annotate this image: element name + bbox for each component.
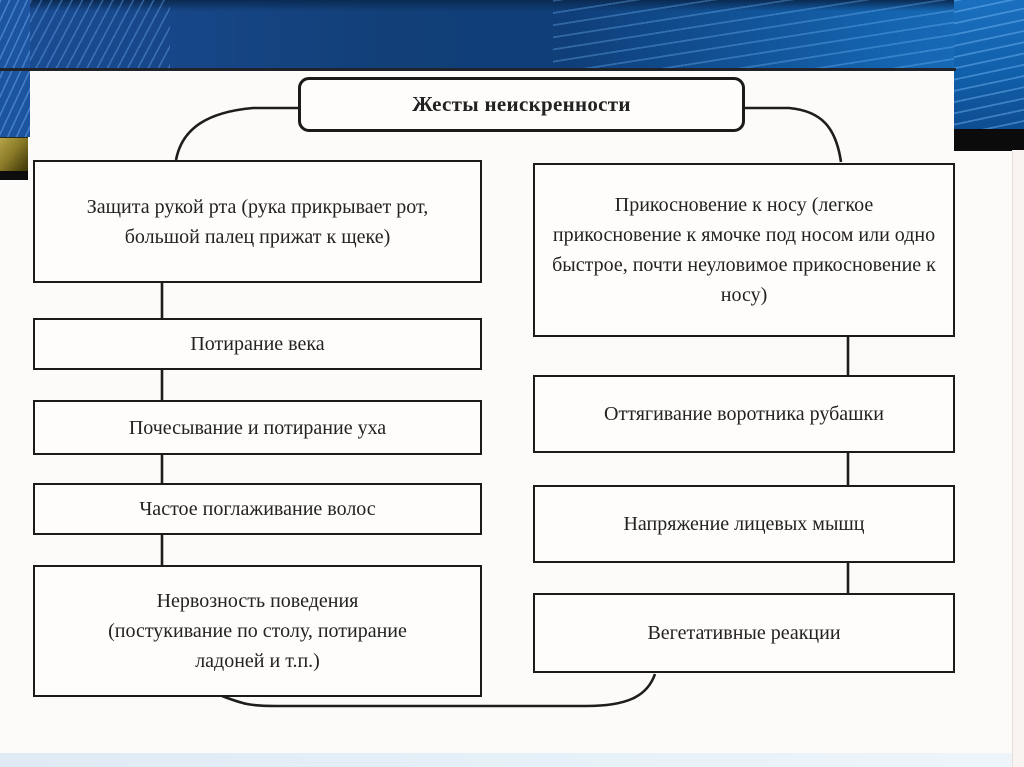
- connector-root-to-right-column: [745, 108, 841, 162]
- node-label: Жесты неискренности: [412, 91, 631, 116]
- diagram-node-right-3: [533, 485, 955, 563]
- diagram-node-left-3: [33, 400, 482, 455]
- connector-root-to-left-column: [176, 108, 298, 160]
- diagram-node-root: [298, 77, 745, 132]
- node-label: Напряжение лицевых мышц: [623, 513, 865, 535]
- diagram-node-left-2: [33, 318, 482, 370]
- node-label: Прикосновение к носу (легкое прикосновение к ямочке под носом или одно быстрое, почти неуловимое прикосновение к носу): [552, 194, 936, 306]
- node-label: Оттягивание воротника рубашки: [604, 403, 884, 425]
- node-label: Защита рукой рта (рука прикрывает рот, большой палец прижат к щеке): [86, 195, 429, 248]
- node-label: Потирание века: [190, 333, 325, 355]
- node-label: Почесывание и потирание уха: [128, 416, 387, 439]
- diagram-node-left-1: [33, 160, 482, 283]
- node-label: Нервозность поведения (постукивание по столу, потирание ладоней и т.п.): [108, 590, 407, 672]
- node-label: Вегетативные реакции: [647, 622, 841, 644]
- diagram-node-right-2: [533, 375, 955, 453]
- diagram-node-left-5: [33, 565, 482, 697]
- diagram-node-right-4: [533, 593, 955, 673]
- diagram-node-right-1: [533, 163, 955, 337]
- diagram-node-left-4: [33, 483, 482, 535]
- node-label: Частое поглаживание волос: [139, 498, 376, 520]
